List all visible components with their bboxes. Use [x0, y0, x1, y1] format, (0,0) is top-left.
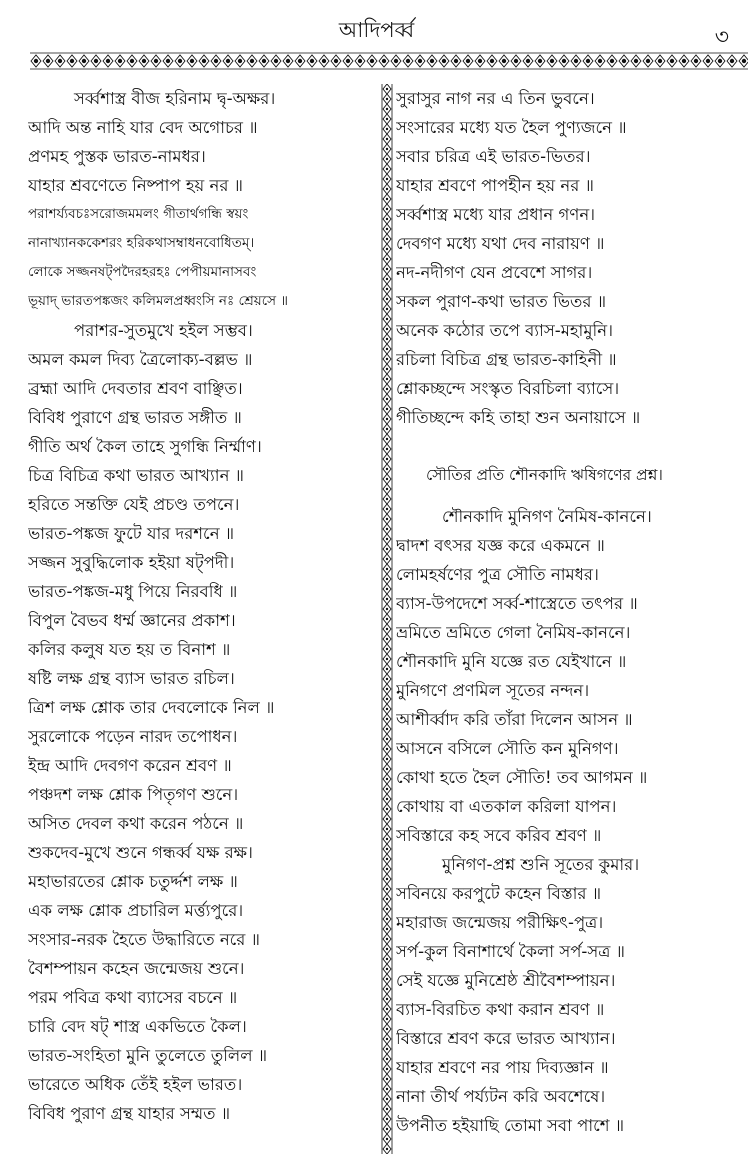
verse-line: অমল কমল দিব্য ত্রৈলোক্য-বল্লভ ॥: [28, 350, 253, 369]
sanskrit-verse-line: পরাশর্য্যবচঃসরোজমমলং গীতার্থগন্ধি স্বয়ং: [28, 206, 249, 222]
verse-line: বিপুল বৈভব ধর্ম্ম জ্ঞানের প্রকাশ।: [28, 611, 236, 630]
verse-line: পরাশর-সুতমুখে হইল সম্ভব।: [74, 321, 253, 340]
verse-line: শৌনকাদি মুনিগণ নৈমিষ-কাননে।: [442, 507, 652, 526]
verse-line: চারি বেদ ষট্‌ শাস্ত্র একভিতে কৈল।: [28, 1017, 247, 1036]
verse-line: কোথা হতে হৈল সৌতি! তব আগমন ॥: [396, 768, 648, 787]
ornamental-border: [30, 50, 748, 72]
verse-line: ভারত-পঙ্কজ-মধু পিয়ে নিরবধি ॥: [28, 582, 238, 601]
verse-line: মুনিগণ-প্রশ্ন শুনি সূতের কুমার।: [442, 855, 640, 874]
verse-line: শুকদেব-মুখে শুনে গন্ধর্ব্ব যক্ষ রক্ষ।: [28, 843, 253, 862]
verse-line: সুরলোকে পড়েন নারদ তপোধন।: [28, 727, 238, 746]
verse-line: কোথায় বা এতকাল করিলা যাপন।: [396, 797, 617, 816]
verse-line: শ্লোকচ্ছন্দে সংস্কৃত বিরচিলা ব্যাসে।: [396, 379, 620, 398]
verse-line: বৈশম্পায়ন কহেন জন্মেজয় শুনে।: [28, 959, 245, 978]
verse-line: শৌনকাদি মুনি যজ্ঞে রত যেইখানে ॥: [396, 652, 627, 671]
verse-line: কলির কলুষ যত হয় ত বিনাশ ॥: [28, 640, 231, 659]
verse-line: মহারাজ জন্মেজয় পরীক্ষিৎ-পুত্র।: [396, 913, 604, 932]
verse-line: দ্বাদশ বৎসর যজ্ঞ করে একমনে ॥: [396, 536, 605, 555]
verse-line: সংসার-নরক হৈতে উদ্ধারিতে নরে ॥: [28, 930, 260, 949]
verse-line: লোমহর্ষণের পুত্র সৌতি নামধর।: [396, 565, 599, 584]
verse-line: নদ-নদীগণ যেন প্রবেশে সাগর।: [396, 263, 593, 282]
verse-line: ভ্রমিতে ভ্রমিতে গেলা নৈমিষ-কাননে।: [396, 623, 631, 642]
verse-line: আশীর্ব্বাদ করি তাঁরা দিলেন আসন ॥: [396, 710, 633, 729]
verse-line: অসিত দেবল কথা করেন পঠনে ॥: [28, 814, 244, 833]
verse-line: ব্রহ্মা আদি দেবতার শ্রবণ বাঞ্ছিত।: [28, 379, 243, 398]
column-divider: [381, 84, 393, 1154]
verse-line: সুরাসুর নাগ নর এ তিন ভুবনে।: [396, 89, 595, 108]
section-heading: সৌতির প্রতি শৌনকাদি ঋষিগণের প্রশ্ন।: [426, 466, 663, 484]
sanskrit-verse-line: ভূয়াদ্‌ ভারতপঙ্কজং কলিমলপ্রধ্বংসি নঃ শ্রেয়সে ॥: [28, 293, 288, 309]
verse-line: রচিলা বিচিত্র গ্রন্থ ভারত-কাহিনী ॥: [396, 350, 617, 369]
verse-line: সর্ব্বশাস্ত্র বীজ হরিনাম দ্বৃ-অক্ষর।: [74, 89, 276, 108]
verse-line: যাহার শ্রবণে পাপহীন হয় নর ॥: [396, 176, 594, 195]
verse-line: বিবিধ পুরাণে গ্রন্থ ভারত সঙ্গীত ॥: [28, 408, 242, 427]
verse-line: যাহার শ্রবণে নর পায় দিব্যজ্ঞান ॥: [396, 1058, 609, 1077]
verse-line: সবিনয়ে করপুটে কহেন বিস্তার ॥: [396, 884, 602, 903]
verse-line: মহাভারতের শ্লোক চতুর্দ্দশ লক্ষ ॥: [28, 872, 238, 891]
page-number: ৩: [714, 25, 729, 50]
verse-line: সকল পুরাণ-কথা ভারত ভিতর ॥: [396, 292, 607, 311]
verse-line: ভারত-পঙ্কজ ফুটে যার দরশনে ॥: [28, 524, 235, 543]
verse-line: ব্যাস-উপদেশে সর্ব্ব-শাস্ত্রেতে তৎপর ॥: [396, 594, 638, 613]
verse-line: ষষ্টি লক্ষ গ্রন্থ ব্যাস ভারত রচিল।: [28, 669, 235, 688]
verse-line: বিস্তারে শ্রবণ করে ভারত আখ্যান।: [396, 1029, 616, 1048]
verse-line: ভারেতে অধিক তেঁই হইল ভারত।: [28, 1075, 243, 1094]
verse-line: নানা তীর্থ পর্য্যটন করি অবশেষে।: [396, 1087, 606, 1106]
page-title: আদিপর্ব্ব: [338, 18, 415, 42]
verse-line: ব্যাস-বিরচিত কথা করান শ্রবণ ॥: [396, 1000, 605, 1019]
verse-line: গীতি অর্থ কৈল তাহে সুগন্ধি নির্ম্মাণ।: [28, 437, 262, 456]
verse-line: সেই যজ্ঞে মুনিশ্রেষ্ঠ শ্রীবৈশম্পায়ন।: [396, 971, 616, 990]
verse-line: বিবিধ পুরাণ গ্রন্থ যাহার সম্মত ॥: [28, 1104, 231, 1123]
verse-line: সর্প-কুল বিনাশার্থে কৈলা সর্প-সত্র ॥: [396, 942, 625, 961]
page-header: [0, 0, 753, 60]
verse-line: আদি অন্ত নাহি যার বেদ অগোচর ॥: [28, 118, 258, 137]
verse-line: গীতিচ্ছন্দে কহি তাহা শুন অনায়াসে ॥: [396, 408, 641, 427]
verse-line: ভারত-সংহিতা মুনি তুলেতে তুলিল ॥: [28, 1046, 268, 1065]
verse-line: সজ্জন সুবুদ্ধিলোক হইয়া ষট্পদী।: [28, 553, 235, 572]
stanza-gap: [396, 432, 736, 461]
sanskrit-verse-line: লোকে সজ্জনষট্পদৈরহরহঃ পেপীয়মানাসবং: [28, 264, 257, 280]
sanskrit-verse-line: নানাখ্যানককেশরং হরিকথাসম্বাধনবোধিতম্।: [28, 235, 255, 251]
verse-line: চিত্র বিচিত্র কথা ভারত আখ্যান ॥: [28, 466, 245, 485]
verse-line: হরিতে সন্তক্তি যেই প্রচণ্ড তপনে।: [28, 495, 240, 514]
verse-line: মুনিগণে প্রণমিল সূতের নন্দন।: [396, 681, 590, 700]
verse-line: ত্রিশ লক্ষ শ্লোক তার দেবলোকে নিল ॥: [28, 698, 275, 717]
verse-line: সংসারের মধ্যে যত হৈল পুণ্যজনে ॥: [396, 118, 627, 137]
verse-line: যাহার শ্রবণেতে নিষ্পাপ হয় নর ॥: [28, 176, 243, 195]
verse-line: পরম পবিত্র কথা ব্যাসের বচনে ॥: [28, 988, 238, 1007]
verse-line: অনেক কঠোর তপে ব্যাস-মহামুনি।: [396, 321, 613, 340]
left-column: [28, 84, 368, 1128]
verse-line: এক লক্ষ শ্লোক প্রচারিল মর্ত্ত্যপুরে।: [28, 901, 244, 920]
verse-line: সবিস্তারে কহ সবে করিব শ্রবণ ॥: [396, 826, 602, 845]
verse-line: পঞ্চদশ লক্ষ শ্লোক পিতৃগণ শুনে।: [28, 785, 239, 804]
verse-line: সবার চরিত্র এই ভারত-ভিতর।: [396, 147, 591, 166]
heading-gap: [396, 490, 736, 502]
verse-line: উপনীত হইয়াছি তোমা সবা পাশে ॥: [396, 1116, 625, 1135]
right-column: [396, 84, 736, 1140]
verse-line: সর্ব্বশাস্ত্র মধ্যে যার প্রধান গণন।: [396, 205, 596, 224]
verse-line: প্রণমহ পুস্তক ভারত-নামধর।: [28, 147, 206, 166]
verse-line: আসনে বসিলে সৌতি কন মুনিগণ।: [396, 739, 619, 758]
verse-line: দেবগণ মধ্যে যথা দেব নারায়ণ ॥: [396, 234, 605, 253]
verse-line: ইন্দ্র আদি দেবগণ করেন শ্রবণ ॥: [28, 756, 232, 775]
